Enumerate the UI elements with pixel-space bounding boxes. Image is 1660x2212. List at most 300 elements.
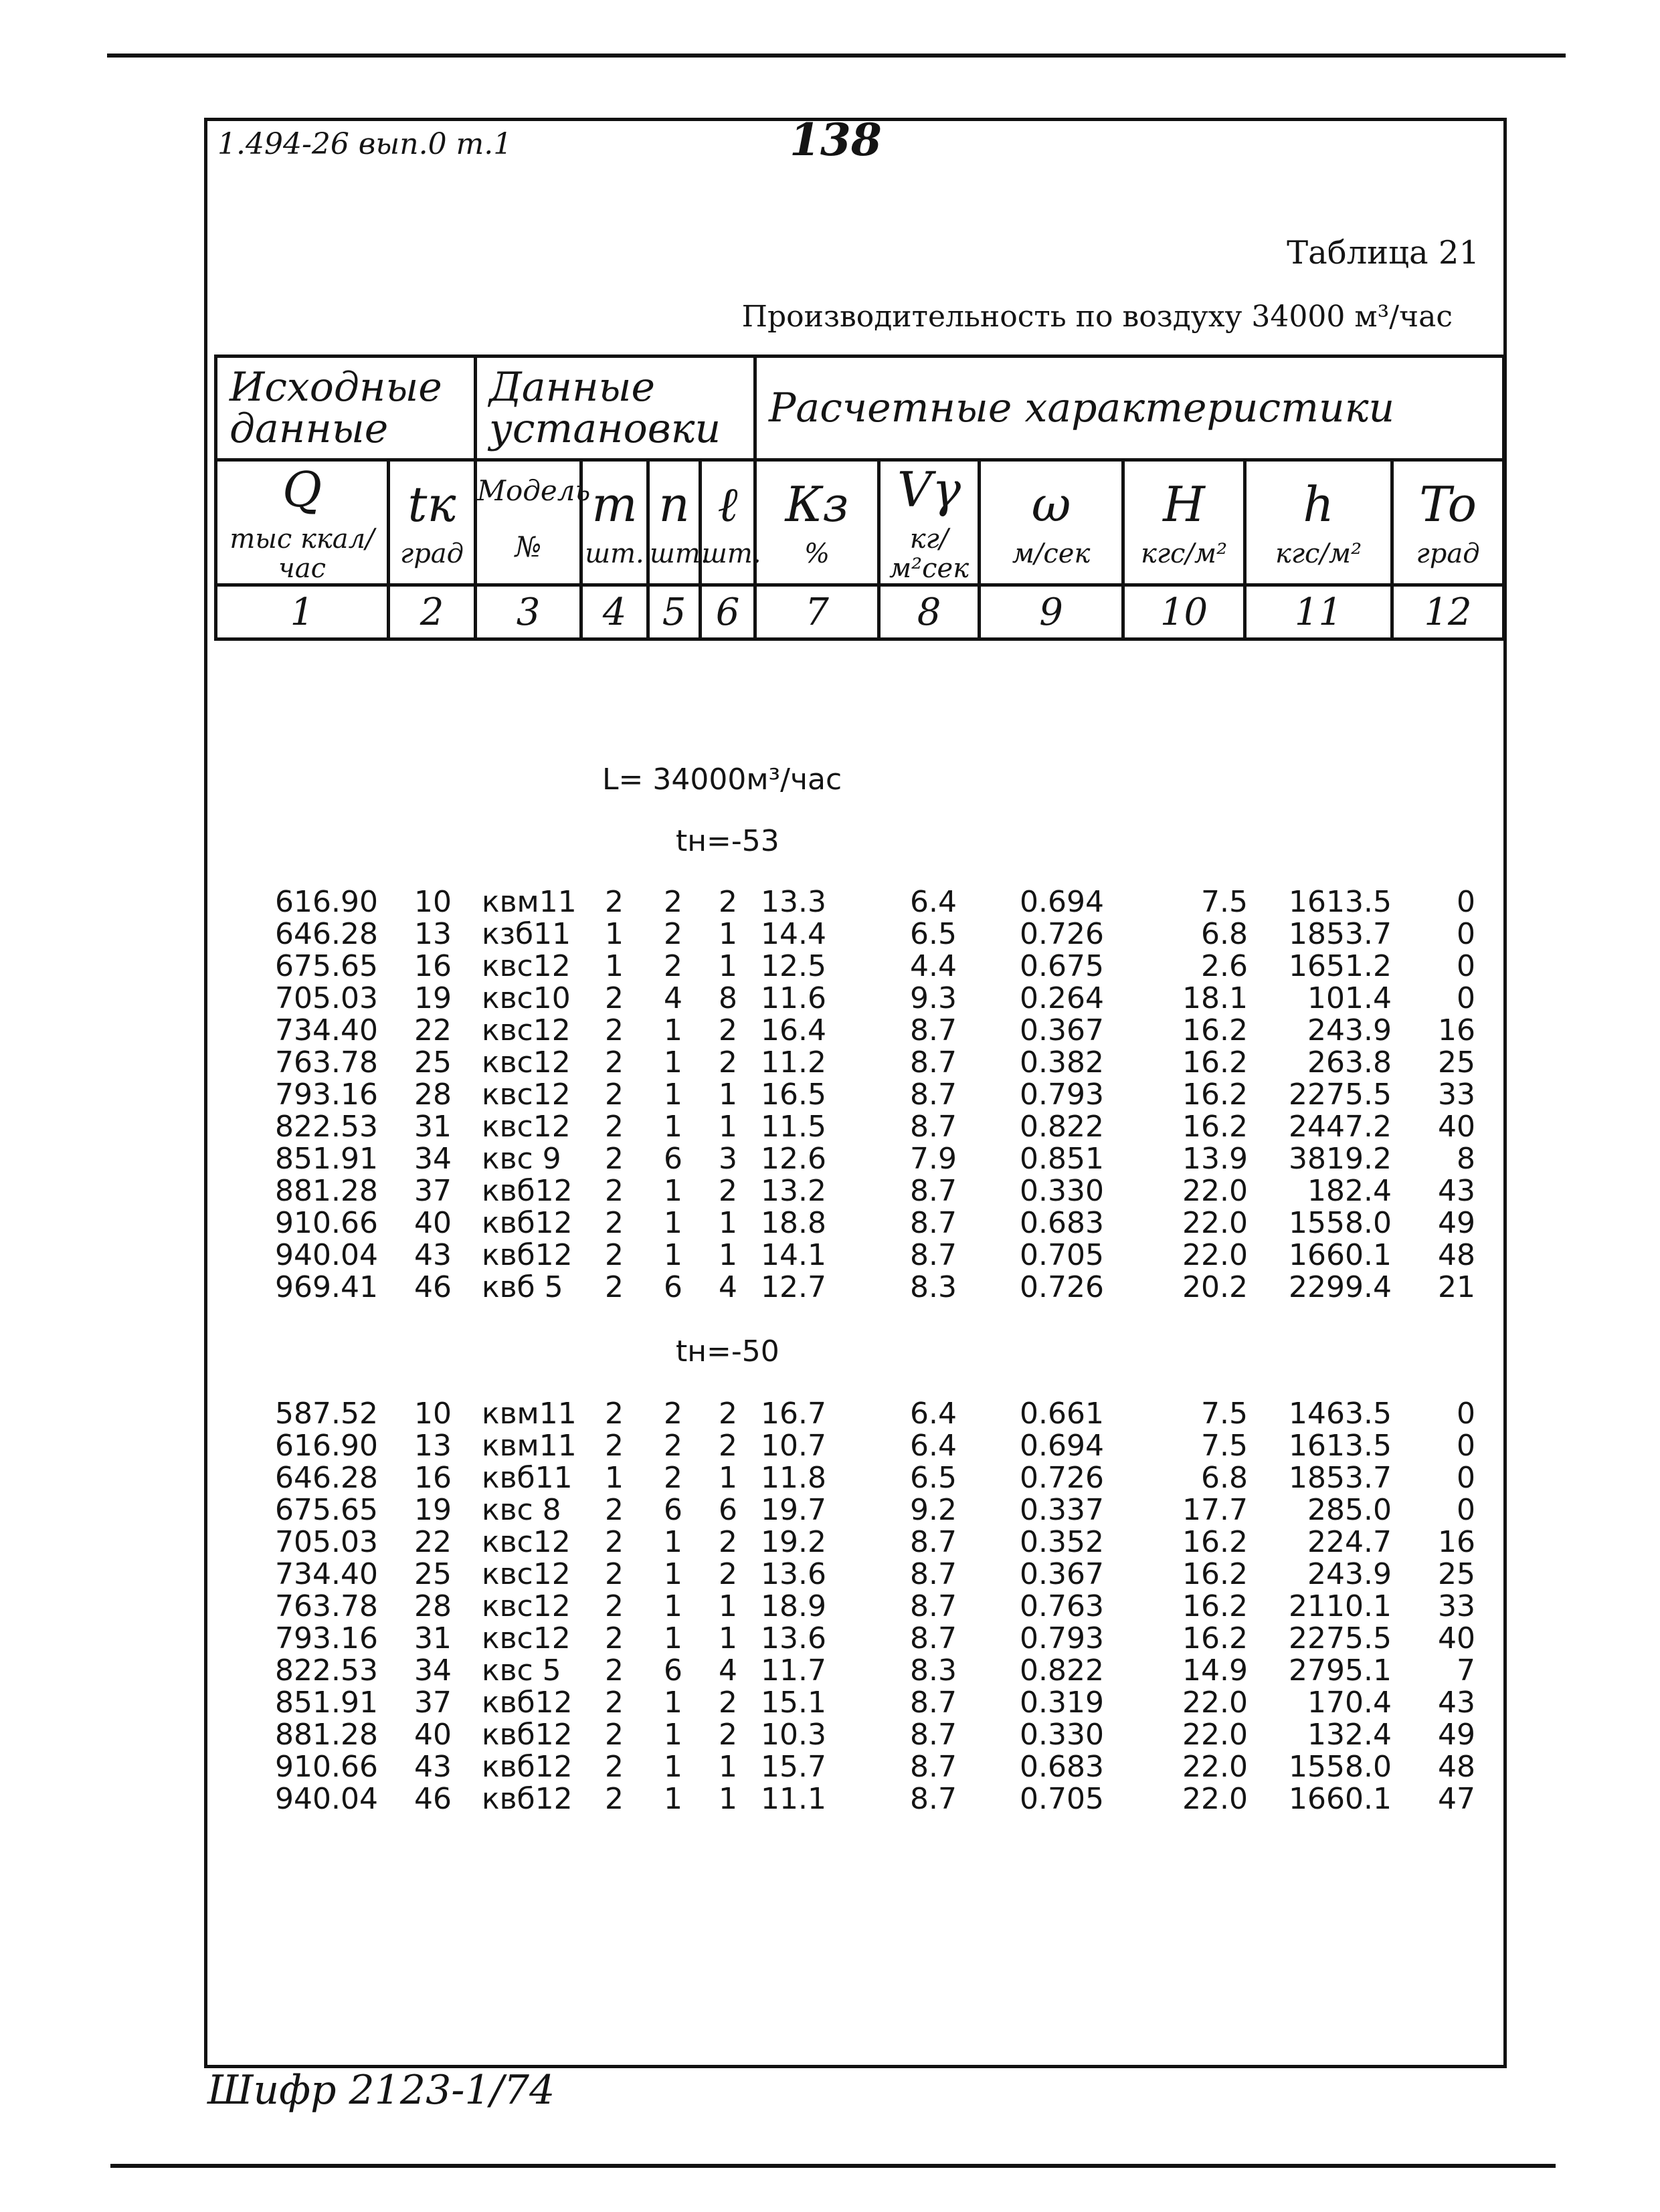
cell-kz: 11.5: [761, 1110, 826, 1144]
cell-m: 2: [605, 1270, 624, 1304]
cell-vg: 8.7: [910, 1174, 957, 1208]
cell-m: 2: [605, 1750, 624, 1784]
cell-tk: 13: [414, 917, 452, 951]
col-number-10: 10: [1123, 585, 1245, 639]
cell-omega: 0.683: [1020, 1750, 1104, 1784]
cell-m: 2: [605, 1782, 624, 1816]
cell-q: 734.40: [275, 1013, 378, 1047]
cell-l: 1: [719, 917, 737, 951]
cell-h-small: 1651.2: [1289, 949, 1392, 983]
cell-h-big: 6.8: [1201, 917, 1248, 951]
cell-h-small: 132.4: [1307, 1718, 1392, 1752]
table-subtitle: Производительность по воздуху 34000 м³/час: [741, 300, 1453, 334]
table-row: [214, 983, 1502, 1015]
cell-to: 0: [1457, 917, 1475, 951]
cell-to: 16: [1438, 1525, 1475, 1559]
cell-tk: 37: [414, 1686, 452, 1720]
cell-to: 8: [1457, 1142, 1475, 1176]
cell-m: 1: [605, 917, 624, 951]
section-label-tn50: tн=-50: [676, 1334, 779, 1369]
cell-vg: 9.3: [910, 981, 957, 1015]
col-number-11: 11: [1245, 585, 1392, 639]
cell-vg: 8.7: [910, 1238, 957, 1272]
cell-vg: 6.4: [910, 1429, 957, 1463]
cell-n: 6: [664, 1142, 682, 1176]
cell-tk: 22: [414, 1525, 452, 1559]
cell-h-small: 1660.1: [1289, 1782, 1392, 1816]
cell-n: 2: [664, 1397, 682, 1431]
cell-l: 1: [719, 1238, 737, 1272]
cell-tk: 16: [414, 1461, 452, 1495]
cell-kz: 19.7: [761, 1493, 826, 1527]
cell-to: 0: [1457, 885, 1475, 919]
cell-h-big: 20.2: [1182, 1270, 1248, 1304]
cell-kz: 13.6: [761, 1621, 826, 1655]
col-number-8: 8: [879, 585, 980, 639]
cell-l: 8: [719, 981, 737, 1015]
cell-tk: 19: [414, 981, 452, 1015]
cell-q: 940.04: [275, 1782, 378, 1816]
cell-n: 6: [664, 1270, 682, 1304]
cell-omega: 0.367: [1020, 1013, 1104, 1047]
cell-q: 969.41: [275, 1270, 378, 1304]
cell-h-small: 170.4: [1307, 1686, 1392, 1720]
cell-q: 616.90: [275, 1429, 378, 1463]
cell-q: 646.28: [275, 917, 378, 951]
cell-vg: 8.7: [910, 1589, 957, 1623]
cell-to: 0: [1457, 1429, 1475, 1463]
cell-tk: 25: [414, 1045, 452, 1080]
cell-l: 4: [719, 1270, 737, 1304]
cell-q: 705.03: [275, 981, 378, 1015]
cell-l: 1: [719, 1206, 737, 1240]
cell-n: 1: [664, 1621, 682, 1655]
cell-tk: 34: [414, 1142, 452, 1176]
cell-omega: 0.705: [1020, 1782, 1104, 1816]
table-row: [214, 1175, 1502, 1207]
cell-model: квс12: [482, 1013, 571, 1047]
cell-to: 16: [1438, 1013, 1475, 1047]
cell-h-small: 2110.1: [1289, 1589, 1392, 1623]
cell-omega: 0.726: [1020, 1270, 1104, 1304]
col-header-to: To град: [1392, 460, 1504, 585]
cell-omega: 0.367: [1020, 1557, 1104, 1591]
cell-kz: 18.8: [761, 1206, 826, 1240]
cell-h-small: 182.4: [1307, 1174, 1392, 1208]
cell-model: квс12: [482, 1557, 571, 1591]
cell-tk: 31: [414, 1110, 452, 1144]
cell-q: 851.91: [275, 1686, 378, 1720]
cell-h-big: 16.2: [1182, 1621, 1248, 1655]
cell-h-small: 2275.5: [1289, 1621, 1392, 1655]
cell-omega: 0.382: [1020, 1045, 1104, 1080]
table-row: [214, 1111, 1502, 1143]
cell-kz: 16.5: [761, 1078, 826, 1112]
table-row: [214, 1207, 1502, 1239]
cell-omega: 0.793: [1020, 1078, 1104, 1112]
cell-m: 2: [605, 1429, 624, 1463]
cell-to: 49: [1438, 1206, 1475, 1240]
cell-omega: 0.851: [1020, 1142, 1104, 1176]
table-row: [214, 950, 1502, 983]
cell-model: квб12: [482, 1750, 573, 1784]
cell-kz: 16.7: [761, 1397, 826, 1431]
cell-h-big: 7.5: [1201, 885, 1248, 919]
cell-l: 6: [719, 1493, 737, 1527]
cell-h-small: 3819.2: [1289, 1142, 1392, 1176]
table-row: [214, 1783, 1502, 1815]
cell-omega: 0.822: [1020, 1110, 1104, 1144]
cell-tk: 43: [414, 1750, 452, 1784]
cell-n: 2: [664, 1429, 682, 1463]
cell-omega: 0.352: [1020, 1525, 1104, 1559]
table-row: [214, 1655, 1502, 1687]
cell-h-big: 16.2: [1182, 1078, 1248, 1112]
cell-kz: 12.6: [761, 1142, 826, 1176]
cell-h-small: 1613.5: [1289, 1429, 1392, 1463]
cell-tk: 19: [414, 1493, 452, 1527]
cell-kz: 13.2: [761, 1174, 826, 1208]
cell-kz: 11.8: [761, 1461, 826, 1495]
cell-vg: 8.7: [910, 1206, 957, 1240]
cell-omega: 0.330: [1020, 1718, 1104, 1752]
cell-to: 48: [1438, 1750, 1475, 1784]
cell-n: 1: [664, 1174, 682, 1208]
cell-h-small: 263.8: [1307, 1045, 1392, 1080]
data-block-tn53: [214, 886, 1502, 1304]
cell-omega: 0.683: [1020, 1206, 1104, 1240]
cell-q: 822.53: [275, 1110, 378, 1144]
col-number-12: 12: [1392, 585, 1504, 639]
cell-l: 2: [719, 1045, 737, 1080]
col-header-omega: ω м/сек: [980, 460, 1123, 585]
cell-m: 2: [605, 1174, 624, 1208]
cell-l: 1: [719, 1461, 737, 1495]
cell-h-small: 1558.0: [1289, 1206, 1392, 1240]
cell-tk: 40: [414, 1718, 452, 1752]
cell-kz: 19.2: [761, 1525, 826, 1559]
col-header-h-small: h кгс/м²: [1245, 460, 1392, 585]
cell-to: 49: [1438, 1718, 1475, 1752]
table-row: [214, 1143, 1502, 1175]
cell-q: 822.53: [275, 1653, 378, 1688]
col-header-kz: Кз %: [755, 460, 879, 585]
cell-to: 33: [1438, 1078, 1475, 1112]
cell-m: 2: [605, 1142, 624, 1176]
cell-omega: 0.705: [1020, 1238, 1104, 1272]
table-row: [214, 886, 1502, 918]
cell-l: 2: [719, 1429, 737, 1463]
cell-h-small: 243.9: [1307, 1557, 1392, 1591]
table-row: [214, 1239, 1502, 1272]
cell-vg: 8.7: [910, 1525, 957, 1559]
col-header-q: Q тыс ккал/час: [216, 460, 389, 585]
cell-m: 2: [605, 1718, 624, 1752]
cell-l: 1: [719, 1110, 737, 1144]
cell-tk: 10: [414, 885, 452, 919]
cell-n: 1: [664, 1238, 682, 1272]
col-header-tk: tк град: [389, 460, 476, 585]
table-row: [214, 1462, 1502, 1494]
cell-h-big: 17.7: [1182, 1493, 1248, 1527]
cell-h-small: 2795.1: [1289, 1653, 1392, 1688]
cell-h-big: 22.0: [1182, 1174, 1248, 1208]
cell-h-small: 1660.1: [1289, 1238, 1392, 1272]
cell-model: кзб11: [482, 917, 571, 951]
cell-h-small: 224.7: [1307, 1525, 1392, 1559]
group-header-installation: Данные установки: [476, 357, 755, 460]
cell-h-big: 22.0: [1182, 1238, 1248, 1272]
cell-kz: 13.3: [761, 885, 826, 919]
cell-model: квс12: [482, 949, 571, 983]
cell-h-small: 2447.2: [1289, 1110, 1392, 1144]
flow-label: L= 34000м³/час: [602, 763, 842, 797]
cell-m: 2: [605, 1621, 624, 1655]
cell-model: квб12: [482, 1174, 573, 1208]
cell-m: 2: [605, 1110, 624, 1144]
cell-tk: 46: [414, 1270, 452, 1304]
cell-n: 1: [664, 1589, 682, 1623]
cell-m: 2: [605, 1045, 624, 1080]
cell-vg: 8.7: [910, 1013, 957, 1047]
col-number-4: 4: [581, 585, 648, 639]
cell-m: 2: [605, 1525, 624, 1559]
table-row: [214, 1591, 1502, 1623]
cell-vg: 8.7: [910, 1686, 957, 1720]
cell-tk: 43: [414, 1238, 452, 1272]
cell-h-big: 16.2: [1182, 1557, 1248, 1591]
cell-tk: 28: [414, 1589, 452, 1623]
cell-omega: 0.661: [1020, 1397, 1104, 1431]
cell-tk: 16: [414, 949, 452, 983]
cell-l: 1: [719, 1078, 737, 1112]
cell-q: 675.65: [275, 949, 378, 983]
col-header-n: n шт.: [648, 460, 701, 585]
cell-to: 43: [1438, 1686, 1475, 1720]
cell-model: квм11: [482, 1397, 577, 1431]
cell-q: 675.65: [275, 1493, 378, 1527]
cell-vg: 6.5: [910, 917, 957, 951]
cell-omega: 0.726: [1020, 1461, 1104, 1495]
cell-q: 587.52: [275, 1397, 378, 1431]
cell-to: 48: [1438, 1238, 1475, 1272]
cell-vg: 8.3: [910, 1653, 957, 1688]
cell-kz: 12.7: [761, 1270, 826, 1304]
cell-n: 2: [664, 885, 682, 919]
cell-n: 1: [664, 1110, 682, 1144]
cell-tk: 25: [414, 1557, 452, 1591]
cell-q: 910.66: [275, 1206, 378, 1240]
table-row: [214, 1719, 1502, 1751]
group-header-calculated: Расчетные характеристики: [755, 357, 1504, 460]
cell-q: 734.40: [275, 1557, 378, 1591]
cell-l: 1: [719, 1782, 737, 1816]
cell-n: 1: [664, 1686, 682, 1720]
cell-m: 1: [605, 949, 624, 983]
bottom-rule: [110, 2164, 1556, 2168]
cell-model: квс12: [482, 1525, 571, 1559]
cell-vg: 8.7: [910, 1557, 957, 1591]
cell-m: 2: [605, 1238, 624, 1272]
cell-kz: 14.4: [761, 917, 826, 951]
cell-omega: 0.337: [1020, 1493, 1104, 1527]
table-row: [214, 1015, 1502, 1047]
cell-model: квб12: [482, 1686, 573, 1720]
cell-h-big: 18.1: [1182, 981, 1248, 1015]
cell-model: квб12: [482, 1718, 573, 1752]
col-number-6: 6: [701, 585, 755, 639]
cell-to: 40: [1438, 1621, 1475, 1655]
cell-h-small: 2275.5: [1289, 1078, 1392, 1112]
col-header-l: ℓ шт.: [701, 460, 755, 585]
cell-to: 40: [1438, 1110, 1475, 1144]
cell-h-big: 2.6: [1201, 949, 1248, 983]
cell-model: квб12: [482, 1206, 573, 1240]
cell-vg: 8.7: [910, 1110, 957, 1144]
cell-tk: 46: [414, 1782, 452, 1816]
cell-l: 3: [719, 1142, 737, 1176]
cell-kz: 11.1: [761, 1782, 826, 1816]
table-row: [214, 1526, 1502, 1559]
cell-m: 2: [605, 1078, 624, 1112]
cell-tk: 10: [414, 1397, 452, 1431]
cell-q: 616.90: [275, 885, 378, 919]
cell-kz: 18.9: [761, 1589, 826, 1623]
cell-l: 2: [719, 1013, 737, 1047]
cell-n: 1: [664, 1782, 682, 1816]
cell-model: квс 8: [482, 1493, 561, 1527]
cell-vg: 8.7: [910, 1782, 957, 1816]
col-number-7: 7: [755, 585, 879, 639]
cell-omega: 0.694: [1020, 1429, 1104, 1463]
cell-h-big: 13.9: [1182, 1142, 1248, 1176]
cell-kz: 11.6: [761, 981, 826, 1015]
cell-h-big: 22.0: [1182, 1206, 1248, 1240]
cell-h-small: 2299.4: [1289, 1270, 1392, 1304]
cell-m: 2: [605, 1013, 624, 1047]
cell-n: 1: [664, 1078, 682, 1112]
cell-n: 1: [664, 1013, 682, 1047]
col-number-5: 5: [648, 585, 701, 639]
cell-to: 25: [1438, 1557, 1475, 1591]
cell-l: 2: [719, 1718, 737, 1752]
cell-n: 2: [664, 917, 682, 951]
cell-vg: 4.4: [910, 949, 957, 983]
cell-model: квс12: [482, 1621, 571, 1655]
cell-h-big: 22.0: [1182, 1750, 1248, 1784]
cell-model: квс12: [482, 1045, 571, 1080]
table-row: [214, 1079, 1502, 1111]
cell-l: 4: [719, 1653, 737, 1688]
cell-n: 4: [664, 981, 682, 1015]
cell-to: 25: [1438, 1045, 1475, 1080]
cell-vg: 9.2: [910, 1493, 957, 1527]
col-number-1: 1: [216, 585, 389, 639]
cell-model: квм11: [482, 1429, 577, 1463]
cell-to: 0: [1457, 981, 1475, 1015]
cell-to: 0: [1457, 1493, 1475, 1527]
cell-kz: 10.3: [761, 1718, 826, 1752]
cell-h-big: 16.2: [1182, 1525, 1248, 1559]
cell-omega: 0.822: [1020, 1653, 1104, 1688]
cell-h-big: 16.2: [1182, 1013, 1248, 1047]
cell-to: 47: [1438, 1782, 1475, 1816]
group-header-initial: Исходные данные: [216, 357, 476, 460]
cell-h-small: 1463.5: [1289, 1397, 1392, 1431]
cell-omega: 0.726: [1020, 917, 1104, 951]
cell-kz: 11.2: [761, 1045, 826, 1080]
cell-l: 2: [719, 1686, 737, 1720]
cell-kz: 12.5: [761, 949, 826, 983]
table-row: [214, 1494, 1502, 1526]
cell-kz: 13.6: [761, 1557, 826, 1591]
cell-to: 7: [1457, 1653, 1475, 1688]
cell-omega: 0.319: [1020, 1686, 1104, 1720]
cell-to: 0: [1457, 1461, 1475, 1495]
cell-tk: 34: [414, 1653, 452, 1688]
table-header: [214, 355, 1505, 641]
col-header-model: Модель №: [476, 460, 581, 585]
cell-vg: 6.5: [910, 1461, 957, 1495]
table-row: [214, 1687, 1502, 1719]
cell-n: 1: [664, 1525, 682, 1559]
cell-h-small: 285.0: [1307, 1493, 1392, 1527]
cell-h-small: 1613.5: [1289, 885, 1392, 919]
cell-to: 43: [1438, 1174, 1475, 1208]
cell-l: 1: [719, 949, 737, 983]
table-row: [214, 1623, 1502, 1655]
cell-m: 2: [605, 1493, 624, 1527]
cell-tk: 22: [414, 1013, 452, 1047]
cell-h-small: 243.9: [1307, 1013, 1392, 1047]
cell-m: 2: [605, 1686, 624, 1720]
cell-l: 2: [719, 1525, 737, 1559]
cell-q: 705.03: [275, 1525, 378, 1559]
cell-tk: 31: [414, 1621, 452, 1655]
cell-omega: 0.330: [1020, 1174, 1104, 1208]
table-row: [214, 1559, 1502, 1591]
col-number-2: 2: [389, 585, 476, 639]
cell-vg: 8.7: [910, 1718, 957, 1752]
cell-model: квс12: [482, 1078, 571, 1112]
cell-omega: 0.793: [1020, 1621, 1104, 1655]
cell-n: 6: [664, 1493, 682, 1527]
cell-q: 910.66: [275, 1750, 378, 1784]
cell-h-big: 16.2: [1182, 1110, 1248, 1144]
cell-n: 2: [664, 949, 682, 983]
cell-l: 2: [719, 1397, 737, 1431]
cell-h-small: 1853.7: [1289, 1461, 1392, 1495]
table-label: Таблица 21: [1287, 234, 1479, 272]
cell-model: квб 5: [482, 1270, 563, 1304]
cell-tk: 40: [414, 1206, 452, 1240]
cell-tk: 37: [414, 1174, 452, 1208]
cell-to: 21: [1438, 1270, 1475, 1304]
cell-n: 1: [664, 1718, 682, 1752]
cell-h-big: 7.5: [1201, 1429, 1248, 1463]
cell-n: 1: [664, 1045, 682, 1080]
cell-tk: 13: [414, 1429, 452, 1463]
cell-vg: 7.9: [910, 1142, 957, 1176]
cell-omega: 0.763: [1020, 1589, 1104, 1623]
cell-n: 1: [664, 1557, 682, 1591]
cell-l: 1: [719, 1750, 737, 1784]
cell-kz: 15.1: [761, 1686, 826, 1720]
cell-l: 2: [719, 885, 737, 919]
col-number-9: 9: [980, 585, 1123, 639]
cell-to: 0: [1457, 1397, 1475, 1431]
cell-h-big: 6.8: [1201, 1461, 1248, 1495]
